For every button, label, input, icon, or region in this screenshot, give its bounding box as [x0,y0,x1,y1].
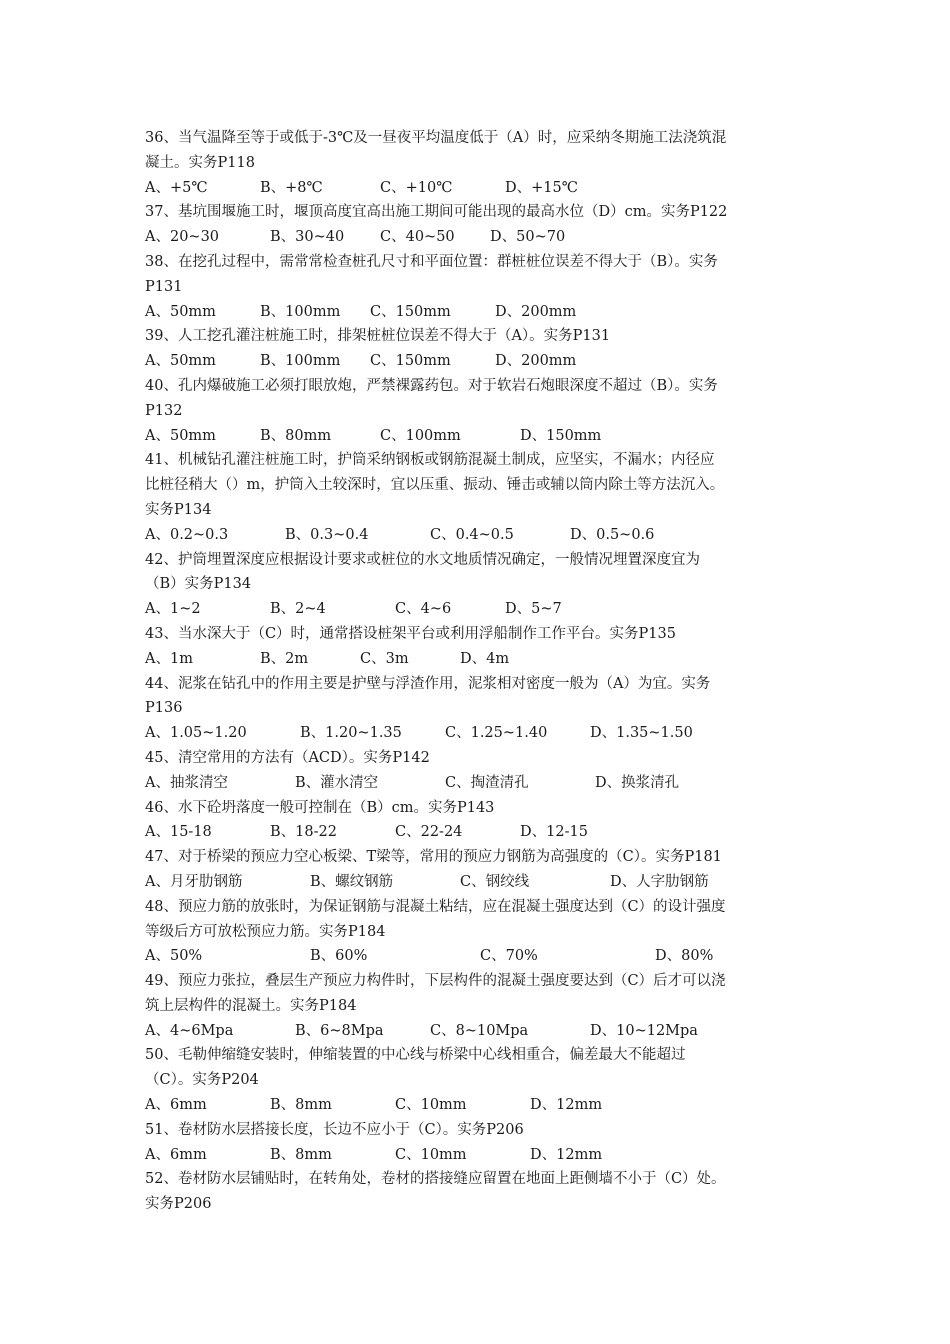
question-text-line: 38、在挖孔过程中，需常常检查桩孔尺寸和平面位置：群桩桩位误差不得大于（B）。实务 [145,253,718,270]
answer-option: B、螺纹钢筋 [310,873,394,890]
answer-options [145,1093,815,1118]
question-text-line: （B）实务P134 [145,576,252,593]
question-text-line: 43、当水深大于（C）时，通常搭设桩架平台或利用浮船制作工作平台。实务P135 [145,625,676,642]
question-text-line: 41、机械钻孔灌注桩施工时，护筒采纳钢板或钢筋混凝土制成，应坚实，不漏水；内径应 [145,452,715,469]
answer-option: A、1m [145,650,193,667]
answer-option: B、80mm [260,427,332,444]
question-text-line: 42、护筒埋置深度应根据设计要求或桩位的水文地质情况确定，一般情况埋置深度宜为 [145,551,700,568]
answer-option: C、掏渣清孔 [445,774,529,791]
answer-option: B、+8℃ [260,179,323,196]
answer-options [145,424,815,449]
answer-option: D、0.5~0.6 [570,526,655,543]
question-text-line: 52、卷材防水层铺贴时，在转角处，卷材的搭接缝应留置在地面上距侧墙不小于（C）处。 [145,1171,726,1188]
question-block [145,126,815,200]
answer-option: A、50mm [145,353,216,370]
question-block [145,672,815,746]
answer-option: D、换浆清孔 [595,774,680,791]
answer-options [145,225,815,250]
answer-option: C、8~10Mpa [430,1022,529,1039]
question-text-line: （C）。实务P204 [145,1072,259,1089]
answer-option: A、20~30 [145,229,220,246]
answer-option: A、50mm [145,427,216,444]
answer-option: A、50mm [145,303,216,320]
answer-options [145,1019,815,1044]
answer-option: C、3m [360,650,409,667]
answer-option: A、15-18 [145,824,212,841]
answer-option: D、200mm [495,353,577,370]
answer-option: A、抽浆清空 [145,774,228,791]
question-text-line: 39、人工挖孔灌注桩施工时，排架桩桩位误差不得大于（A）。实务P131 [145,328,611,345]
answer-option: B、100mm [260,303,341,320]
question-text-line: P136 [145,700,183,717]
question-block [145,895,815,969]
answer-option: A、1~2 [145,601,201,618]
question-block [145,1167,815,1217]
answer-option: C、22-24 [395,824,463,841]
answer-option: D、+15℃ [505,179,578,196]
question-text-line: 49、预应力张拉，叠层生产预应力构件时，下层构件的混凝土强度要达到（C）后才可以浇 [145,973,726,990]
question-block [145,1043,815,1117]
answer-option: D、5~7 [505,601,562,618]
question-block [145,548,815,622]
answer-options [145,523,815,548]
answer-options [145,944,815,969]
answer-option: B、6~8Mpa [295,1022,384,1039]
question-text-line: 凝土。实务P118 [145,154,255,171]
answer-option: C、150mm [370,303,451,320]
answer-option: A、50% [145,948,203,965]
answer-options [145,870,815,895]
answer-option: A、+5℃ [145,179,208,196]
answer-options [145,721,815,746]
answer-option: B、2m [260,650,309,667]
question-text-line: 36、当气温降至等于或低于-3℃及一昼夜平均温度低于（A）时，应采纳冬期施工法浇筑混 [145,130,727,146]
question-block [145,622,815,672]
question-block [145,1118,815,1168]
answer-option: A、6mm [145,1097,207,1114]
question-text-line: 实务P206 [145,1196,212,1213]
answer-option: D、12mm [530,1146,603,1163]
answer-option: D、150mm [520,427,602,444]
answer-option: C、100mm [380,427,461,444]
answer-option: C、钢绞线 [460,873,530,890]
question-block [145,969,815,1043]
answer-option: C、4~6 [395,601,452,618]
answer-options [145,647,815,672]
question-text-line: 比桩径稍大（）m，护筒入土较深时，宜以压重、振动、锤击或辅以筒内除土等方法沉入。 [145,477,725,494]
question-text-line: 51、卷材防水层搭接长度，长边不应小于（C）。实务P206 [145,1121,524,1138]
answer-option: B、8mm [270,1146,332,1163]
answer-option: A、6mm [145,1146,207,1163]
answer-option: B、60% [310,948,368,965]
answer-option: B、灌水清空 [295,774,379,791]
answer-option: D、12-15 [520,824,588,841]
question-block [145,796,815,846]
answer-option: D、4m [460,650,510,667]
answer-option: D、200mm [495,303,577,320]
question-block [145,250,815,324]
question-text-line: P131 [145,278,183,295]
answer-option: C、10mm [395,1097,467,1114]
answer-options [145,820,815,845]
answer-option: B、1.20~1.35 [300,725,402,742]
question-block [145,448,815,547]
question-text-line: 44、泥浆在钻孔中的作用主要是护壁与浮渣作用，泥浆相对密度一般为（A）为宜。实务 [145,675,711,692]
answer-option: C、0.4~0.5 [430,526,514,543]
answer-option: A、0.2~0.3 [145,526,229,543]
answer-option: D、1.35~1.50 [590,725,693,742]
answer-option: B、100mm [260,353,341,370]
question-text-line: 48、预应力筋的放张时，为保证钢筋与混凝土粘结，应在混凝土强度达到（C）的设计强度 [145,898,726,915]
answer-option: C、10mm [395,1146,467,1163]
answer-options [145,176,815,201]
question-block [145,374,815,448]
question-block [145,324,815,374]
question-text-line: 45、清空常用的方法有（ACD）。实务P142 [145,749,430,766]
answer-option: A、4~6Mpa [145,1022,234,1039]
answer-option: D、12mm [530,1097,603,1114]
question-block [145,845,815,895]
answer-option: D、50~70 [490,229,566,246]
answer-option: C、+10℃ [380,179,453,196]
question-text-line: 46、水下砼坍落度一般可控制在（B）cm。实务P143 [145,799,495,816]
question-text-line: 50、毛勒伸缩缝安装时，伸缩装置的中心线与桥梁中心线相重合，偏差最大不能超过 [145,1047,686,1064]
answer-option: B、8mm [270,1097,332,1114]
question-text-line: 47、对于桥梁的预应力空心板梁、T梁等，常用的预应力钢筋为高强度的（C）。实务P181 [145,849,722,866]
question-text-line: 等级后方可放松预应力筋。实务P184 [145,923,386,940]
question-text-line: 40、孔内爆破施工必须打眼放炮，严禁裸露药包。对于软岩石炮眼深度不超过（B）。实务 [145,377,718,394]
answer-options [145,300,815,325]
answer-option: C、70% [480,948,538,965]
answer-option: A、月牙肋钢筋 [145,873,243,890]
question-list [145,126,815,1217]
answer-options [145,1143,815,1168]
answer-options [145,597,815,622]
answer-option: C、40~50 [380,229,455,246]
answer-option: B、30~40 [270,229,345,246]
question-text-line: P132 [145,402,183,419]
question-block [145,746,815,796]
answer-option: B、18-22 [270,824,337,841]
question-text-line: 筑上层构件的混凝土。实务P184 [145,997,357,1014]
question-text-line: 实务P134 [145,501,212,518]
answer-option: A、1.05~1.20 [145,725,247,742]
answer-options [145,349,815,374]
answer-option: B、0.3~0.4 [285,526,369,543]
question-text-line: 37、基坑围堰施工时，堰顶高度宜高出施工期间可能出现的最高水位（D）cm。实务P122 [145,204,728,221]
answer-option: C、1.25~1.40 [445,725,548,742]
answer-option: D、人字肋钢筋 [610,873,709,890]
question-block [145,200,815,250]
answer-option: B、2~4 [270,601,326,618]
answer-option: D、80% [655,948,714,965]
answer-option: D、10~12Mpa [590,1022,698,1039]
answer-options [145,771,815,796]
answer-option: C、150mm [370,353,451,370]
